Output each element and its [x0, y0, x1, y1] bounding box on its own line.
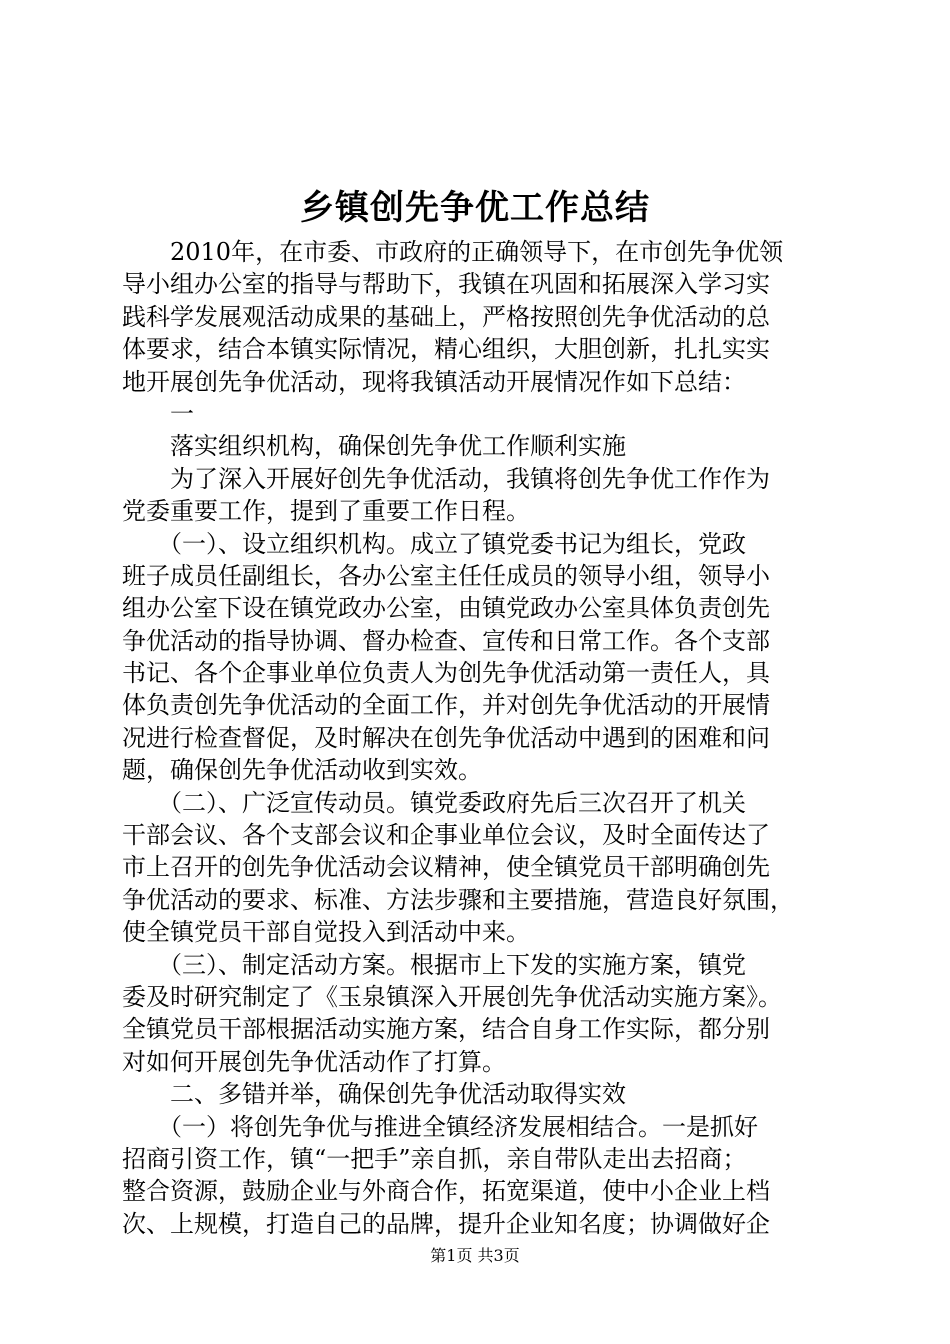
- document-title: 乡镇创先争优工作总结: [300, 188, 650, 228]
- text-line: 市上召开的创先争优活动会议精神，使全镇党员干部明确创先: [122, 853, 770, 882]
- text-line: 题，确保创先争优活动收到实效。: [122, 756, 482, 785]
- text-line: 组办公室下设在镇党政办公室，由镇党政办公室具体负责创先: [122, 594, 770, 623]
- text-line: 使全镇党员干部自觉投入到活动中来。: [122, 918, 530, 947]
- text-line: 践科学发展观活动成果的基础上，严格按照创先争优活动的总: [122, 302, 770, 331]
- text-line: 体要求，结合本镇实际情况，精心组织，大胆创新，扎扎实实: [122, 335, 770, 364]
- text-line: 况进行检查督促，及时解决在创先争优活动中遇到的困难和问: [122, 723, 770, 752]
- text-line: 委及时研究制定了《玉泉镇深入开展创先争优活动实施方案》。: [122, 982, 782, 1011]
- document-body: [122, 236, 834, 1240]
- text-line: 次、上规模，打造自己的品牌，提升企业知名度；协调做好企: [122, 1209, 770, 1238]
- text-line: 对如何开展创先争优活动作了打算。: [122, 1047, 506, 1076]
- text-line: 争优活动的指导协调、督办检查、宣传和日常工作。各个支部: [122, 626, 770, 655]
- text-line: 整合资源，鼓励企业与外商合作，拓宽渠道，使中小企业上档: [122, 1177, 770, 1206]
- text-line: 导小组办公室的指导与帮助下，我镇在巩固和拓展深入学习实: [122, 270, 770, 299]
- text-line: （二）、广泛宣传动员。镇党委政府先后三次召开了机关: [122, 788, 746, 817]
- page-footer: 第1页 共3页: [430, 1246, 520, 1265]
- text-line: （三）、制定活动方案。根据市上下发的实施方案，镇党: [122, 950, 746, 979]
- text-line: 体负责创先争优活动的全面工作，并对创先争优活动的开展情: [122, 691, 770, 720]
- text-line: 二、多错并举，确保创先争优活动取得实效: [122, 1080, 626, 1109]
- text-line: 地开展创先争优活动，现将我镇活动开展情况作如下总结：: [122, 367, 746, 396]
- text-line: （一）将创先争优与推进全镇经济发展相结合。一是抓好: [122, 1112, 758, 1141]
- text-line: 全镇党员干部根据活动实施方案，结合自身工作实际，都分别: [122, 1015, 770, 1044]
- text-line: 干部会议、各个支部会议和企事业单位会议，及时全面传达了: [122, 821, 770, 850]
- text-line: 班子成员任副组长，各办公室主任任成员的领导小组，领导小: [122, 561, 770, 590]
- text-line: 为了深入开展好创先争优活动，我镇将创先争优工作作为: [122, 464, 770, 493]
- text-line: 2010年，在市委、市政府的正确领导下，在市创先争优领: [122, 238, 784, 266]
- text-line: （一）、设立组织机构。成立了镇党委书记为组长，党政: [122, 529, 746, 558]
- text-line: 招商引资工作，镇“一把手”亲自抓，亲自带队走出去招商；: [122, 1144, 747, 1173]
- text-line: 争优活动的要求、标准、方法步骤和主要措施，营造良好氛围，: [122, 885, 794, 914]
- text-line: 落实组织机构，确保创先争优工作顺利实施: [122, 432, 626, 461]
- text-line: 一: [122, 399, 194, 428]
- text-line: 党委重要工作，提到了重要工作日程。: [122, 497, 530, 526]
- text-line: 书记、各个企事业单位负责人为创先争优活动第一责任人，具: [122, 659, 770, 688]
